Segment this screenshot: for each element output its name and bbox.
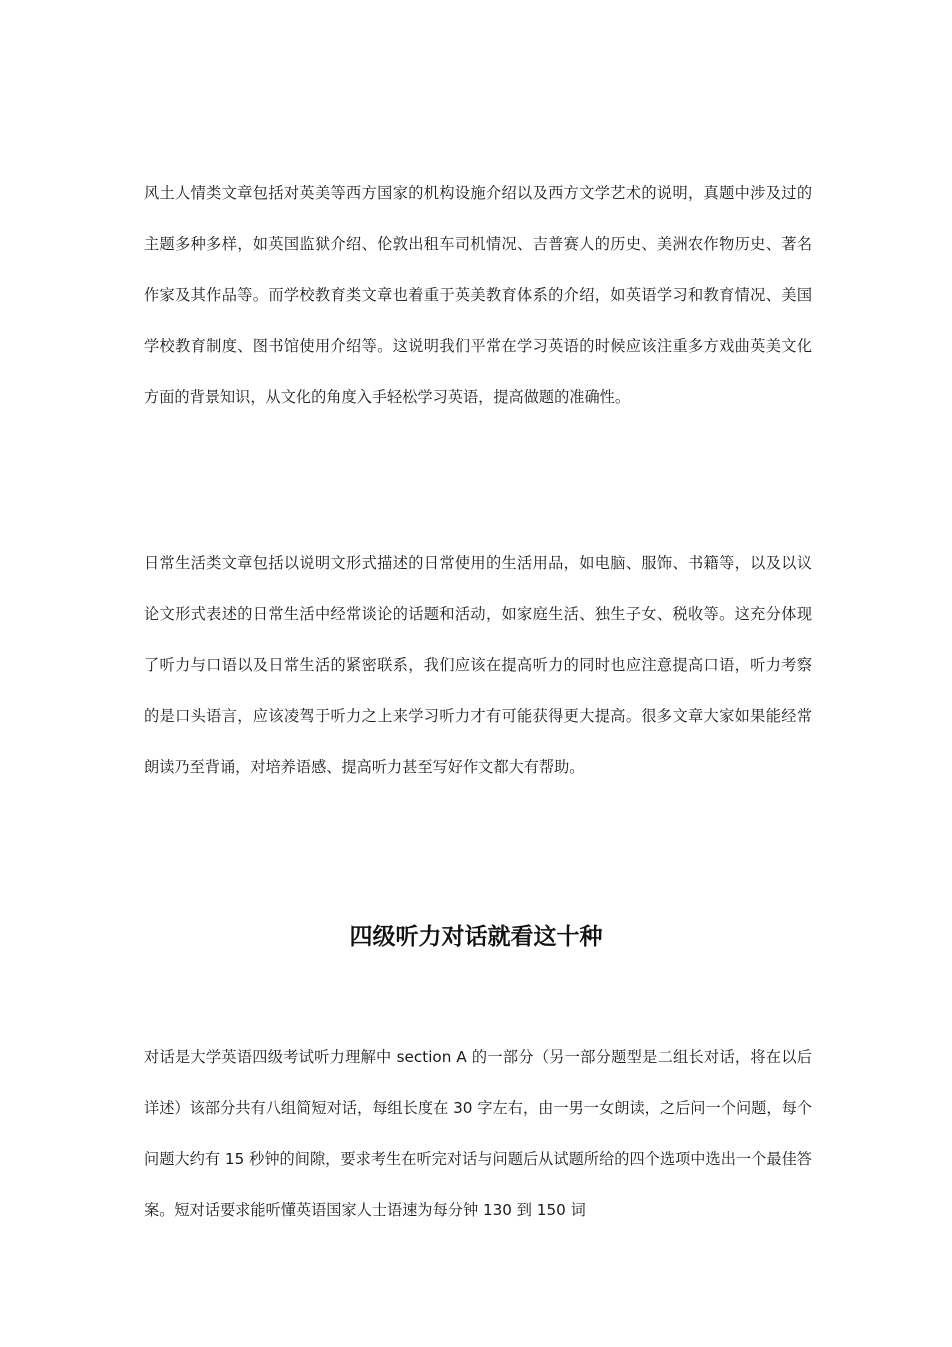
paragraph-customs-culture: 风土人情类文章包括对英美等西方国家的机构设施介绍以及西方文学艺术的说明，真题中涉及过的主题多种多样，如英国监狱介绍、伦敦出租车司机情况、吉普赛人的历史、美洲农作物历史、著名作家及其作品等。而学校教育类文章也着重于英美教育体系的介绍，如英语学习和教育情况、美国学校教育制度、图书馆使用介绍等。这说明我们平常在学习英语的时候应该注重多方戏曲英美文化方面的背景知识，从文化的角度入手轻松学习英语，提高做题的准确性。 (144, 184, 812, 406)
section-heading: 四级听力对话就看这十种 (349, 924, 603, 950)
paragraph-daily-life: 日常生活类文章包括以说明文形式描述的日常使用的生活用品，如电脑、服饰、书籍等，以及以议论文形式表述的日常生活中经常谈论的话题和活动，如家庭生活、独生子女、税收等。这充分体现了听力与口语以及日常生活的紧密联系，我们应该在提高听力的同时也应注意提高口语，听力考察的是口头语言，应该凌驾于听力之上来学习听力才有可能获得更大提高。很多文章大家如果能经常朗读乃至背诵，对培养语感、提高听力甚至写好作文都大有帮助。 (144, 554, 812, 776)
paragraph-short-dialogue: 对话是大学英语四级考试听力理解中 section A 的一部分（另一部分题型是二组长对话，将在以后详述）该部分共有八组简短对话，每组长度在 30 字左右，由一男一女朗读，之后问一个问题，每个问题大约有 15 秒钟的间隙，要求考生在听完对话与问题后从试题所给的四个选项中选出一个最佳答案。短对话要求能听懂英语国家人士语速为每分钟 130 到 150 词 (144, 1048, 812, 1219)
